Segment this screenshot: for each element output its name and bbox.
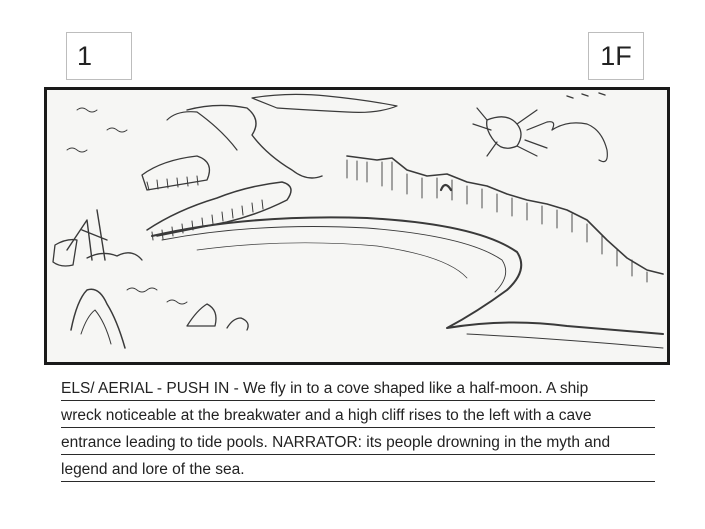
description-line: legend and lore of the sea. xyxy=(61,455,655,482)
storyboard-frame xyxy=(44,87,670,365)
shot-description xyxy=(61,374,655,482)
scene-number: 1 xyxy=(77,40,93,71)
description-line: ELS/ AERIAL - PUSH IN - We fly in to a cove shaped like a half-moon. A ship xyxy=(61,374,655,401)
scene-number-box xyxy=(66,32,132,80)
shot-number-box xyxy=(588,32,644,80)
cove-sketch-illustration xyxy=(47,90,667,362)
shot-number: 1F xyxy=(600,40,632,71)
description-line: entrance leading to tide pools. NARRATOR: its people drowning in the myth and xyxy=(61,428,655,455)
description-line: wreck noticeable at the breakwater and a high cliff rises to the left with a cave xyxy=(61,401,655,428)
